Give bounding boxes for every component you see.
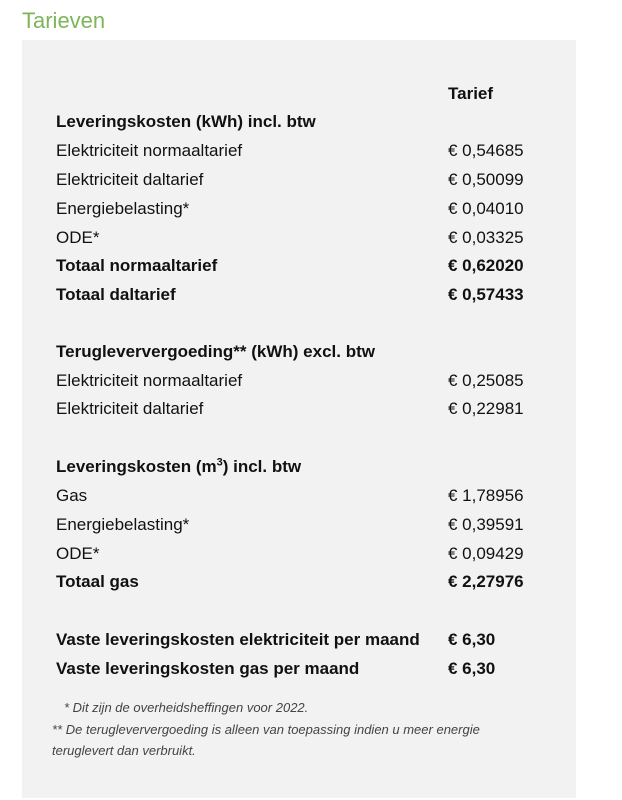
total-row: Totaal normaaltarief € 0,62020	[56, 256, 524, 275]
footnote: * Dit zijn de overheidsheffingen voor 2022.	[64, 700, 309, 715]
footnote: teruglevert dan verbruikt.	[52, 743, 196, 758]
tariff-panel	[22, 40, 576, 798]
table-row: Elektriciteit daltarief € 0,22981	[56, 399, 524, 418]
table-row: Elektriciteit normaaltarief € 0,54685	[56, 141, 524, 160]
table-row: Elektriciteit daltarief € 0,50099	[56, 170, 524, 189]
table-row: Gas € 1,78956	[56, 486, 524, 505]
section-heading-electricity: Leveringskosten (kWh) incl. btw	[56, 112, 316, 131]
total-row: Totaal gas € 2,27976	[56, 572, 524, 591]
section-heading-feed-in: Terugleververgoeding** (kWh) excl. btw	[56, 342, 375, 361]
tarief-column-header: Tarief	[448, 84, 494, 103]
header-row	[56, 83, 556, 105]
table-row: ODE* € 0,09429	[56, 544, 524, 563]
fixed-cost-row: Vaste leveringskosten elektriciteit per maand € 6,30	[56, 630, 496, 649]
table-row: Elektriciteit normaaltarief € 0,25085	[56, 371, 524, 390]
fixed-cost-row: Vaste leveringskosten gas per maand € 6,30	[56, 659, 496, 678]
section-heading-gas: Leveringskosten $(m^3)$ incl. btw	[56, 456, 302, 476]
table-row: Energiebelasting* € 0,04010	[56, 199, 524, 218]
table-row: Energiebelasting* € 0,39591	[56, 515, 524, 534]
total-row: Totaal daltarief € 0,57433	[56, 285, 524, 304]
footnote: ** De terugleververgoeding is alleen van toepassing indien u meer energie	[52, 722, 480, 737]
table-row: ODE* € 0,03325	[56, 228, 524, 247]
page-title: Tarieven	[22, 8, 106, 33]
